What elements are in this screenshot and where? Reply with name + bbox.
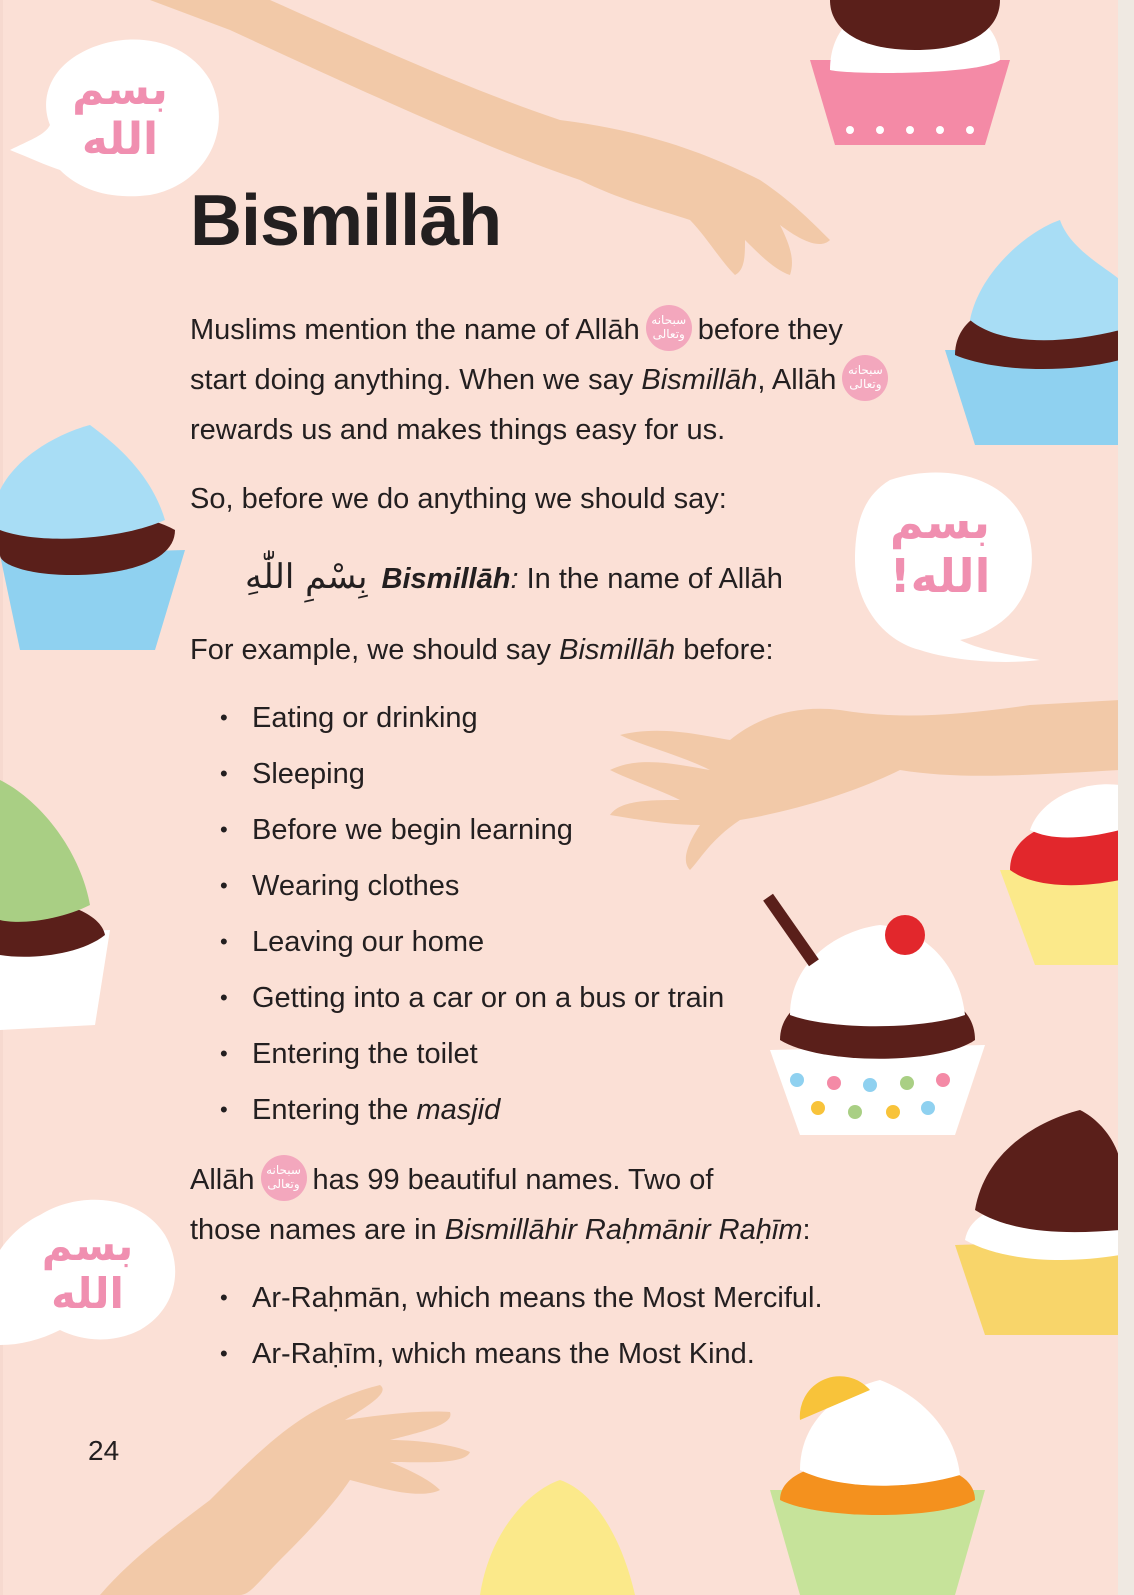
example-text-1: For example, we should say	[190, 634, 552, 666]
names-italic: Bismillāhir Raḥmānir Raḥīm	[444, 1214, 803, 1246]
swt-badge: سبحانه وتعالى	[842, 355, 888, 401]
example-text-2: before:	[675, 634, 774, 666]
swt-badge: سبحانه وتعالى	[261, 1155, 307, 1201]
list-item: • Entering the toilet	[220, 1026, 724, 1082]
list-item: • Leaving our home	[220, 914, 724, 970]
bismillah-arabic: بِسْمِ اللّٰهِ	[245, 557, 368, 597]
names-list	[220, 1270, 823, 1382]
bismillah-term: Bismillāh	[381, 563, 511, 595]
names-text-4: :	[802, 1214, 811, 1246]
names-text-2: has 99 beautiful names. Two of	[312, 1164, 714, 1196]
intro-text-5: rewards us and makes things easy for us.	[190, 414, 726, 446]
intro-text-1: Muslims mention the name of Allāh	[190, 314, 640, 346]
swt-badge: سبحانه وتعالى	[646, 305, 692, 351]
bismillah-meaning: In the name of Allāh	[518, 563, 783, 595]
list-item: • Before we begin learning	[220, 802, 724, 858]
list-item: • Ar-Raḥmān, which means the Most Merciful.	[220, 1270, 823, 1326]
names-paragraph	[190, 1155, 930, 1255]
list-item-italic: masjid	[416, 1094, 501, 1126]
list-item: • Wearing clothes	[220, 858, 724, 914]
list-item: • Eating or drinking	[220, 690, 724, 746]
page-number: 24	[88, 1435, 120, 1466]
list-item: • Getting into a car or on a bus or train	[220, 970, 724, 1026]
list-item-text: Entering the	[252, 1094, 417, 1126]
intro-text-2: before they	[697, 314, 843, 346]
intro-paragraph	[190, 305, 930, 455]
bubble-text-top-left: بسم الله	[72, 64, 168, 165]
names-text-3: those names are in	[190, 1214, 437, 1246]
bubble-text-right: بسم الله!	[889, 495, 991, 603]
bubble-text-bottom-left: بسم الله	[41, 1221, 134, 1318]
list-item	[220, 1082, 724, 1138]
bismillah-line	[245, 552, 783, 604]
page-title: Bismillāh	[190, 181, 502, 261]
paragraph-say: So, before we do anything we should say:	[190, 483, 727, 515]
intro-text-4: , Allāh	[757, 364, 837, 396]
intro-text-3: start doing anything. When we say	[190, 364, 634, 396]
examples-list	[220, 690, 724, 1138]
intro-italic: Bismillāh	[641, 364, 758, 396]
names-text-1: Allāh	[190, 1164, 255, 1196]
example-italic: Bismillāh	[559, 634, 676, 666]
bismillah-colon: :	[510, 563, 519, 595]
paragraph-example	[190, 625, 774, 675]
list-item: • Sleeping	[220, 746, 724, 802]
list-item: • Ar-Raḥīm, which means the Most Kind.	[220, 1326, 823, 1382]
